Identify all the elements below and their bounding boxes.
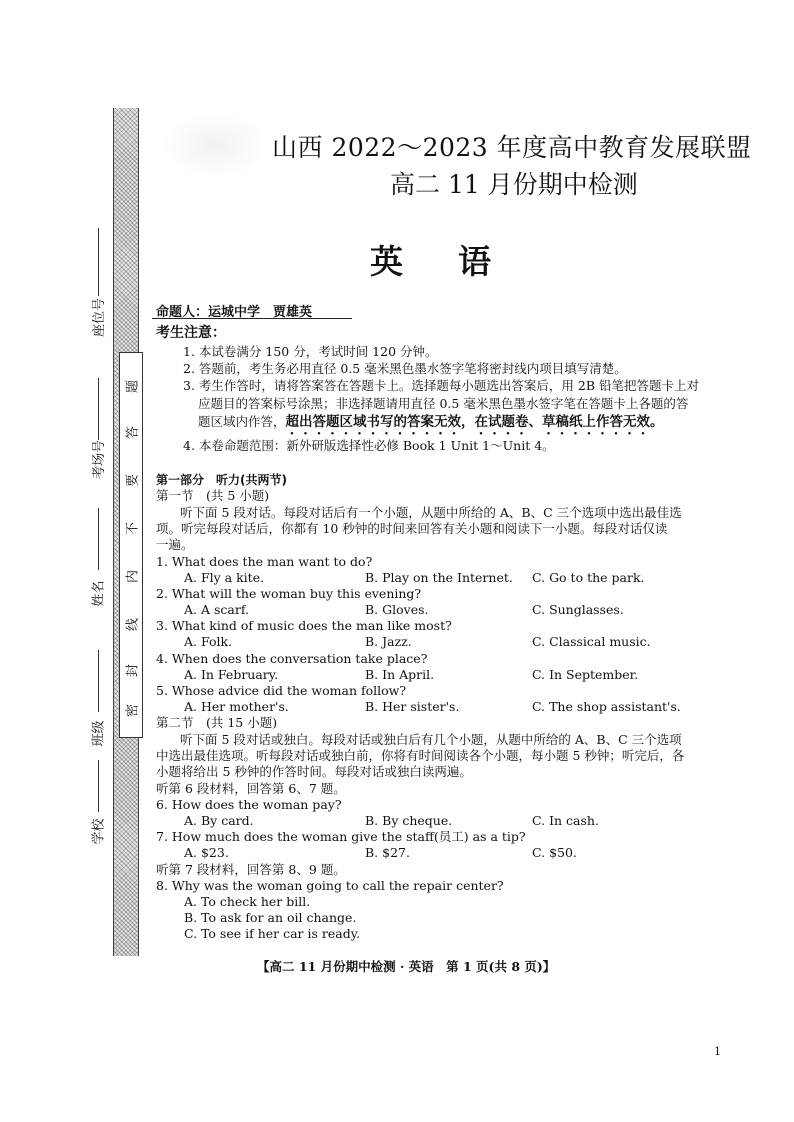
notes-title: 考生注意： xyxy=(156,325,226,341)
option-a: A. By card. xyxy=(184,813,254,828)
class-line xyxy=(98,650,99,712)
option-b: B. To ask for an oil change. xyxy=(184,910,357,925)
page-number: 1 xyxy=(714,1045,721,1058)
option-b: B. Jazz. xyxy=(365,634,412,649)
setter-underline xyxy=(152,318,352,319)
question-stem: 2. What will the woman buy this evening? xyxy=(156,586,422,601)
exam-room-label: 考场号 xyxy=(92,439,108,480)
note-warning: 超出答题区域书写的答案无效，在试题卷、草稿纸上作答无效。 xyxy=(285,414,664,430)
option-c: C. $50. xyxy=(532,845,577,860)
section1-title: 第一节 (共 5 小题) xyxy=(156,488,270,503)
option-b: B. $27. xyxy=(365,845,410,860)
option-b: B. Gloves. xyxy=(365,602,429,617)
section1-directions: 项。听完每段对话后，你都有 10 秒钟的时间来回答有关小题和阅读下一小题。每段对话仅读 xyxy=(156,521,668,536)
seat-number-line xyxy=(98,228,99,296)
seal-char: 题 xyxy=(125,380,141,394)
material-instruction: 听第 6 段材料，回答第 6、7 题。 xyxy=(156,781,346,796)
school-label: 学校 xyxy=(91,818,107,845)
section2-directions: 听下面 5 段对话或独白。每段对话或独白后有几个小题，从题中所给的 A、B、C 三个选项 xyxy=(180,732,682,747)
option-a: A. $23. xyxy=(184,845,229,860)
question-setter: 命题人：运城中学 贾雄英 xyxy=(156,305,313,320)
option-a: A. Fly a kite. xyxy=(184,570,265,585)
seal-line-box xyxy=(119,352,143,738)
option-b: B. In April. xyxy=(365,667,435,682)
class-label: 班级 xyxy=(91,720,107,747)
exam-title-line2: 高二 11 月份期中检测 xyxy=(390,170,638,199)
option-a: A. Folk. xyxy=(184,634,233,649)
part1-title: 第一部分 听力(共两节) xyxy=(156,473,287,487)
option-c: C. Sunglasses. xyxy=(532,602,624,617)
note-item: 4. 本卷命题范围：新外研版选择性必修 Book 1 Unit 1～Unit 4。 xyxy=(183,438,555,453)
exam-title-line1: 山西 2022～2023 年度高中教育发展联盟 xyxy=(272,133,752,162)
section2-directions: 中选出最佳选项。听每段对话或独白前，你将有时间阅读各个小题，每小题 5 秒钟；听完后，各 xyxy=(156,748,685,763)
exam-room-line xyxy=(98,378,99,440)
option-c: C. Go to the park. xyxy=(532,570,645,585)
seal-char: 密 xyxy=(125,704,141,718)
material-instruction: 听第 7 段材料，回答第 8、9 题。 xyxy=(156,862,346,877)
seal-char: 不 xyxy=(125,522,141,536)
option-a: A. A scarf. xyxy=(184,602,249,617)
question-stem: 3. What kind of music does the man like most? xyxy=(156,618,452,633)
subject-title: 英语 xyxy=(370,242,546,281)
option-c: C. Classical music. xyxy=(532,634,651,649)
seat-number-label: 座位号 xyxy=(92,297,108,338)
question-stem: 8. Why was the woman going to call the repair center? xyxy=(156,878,504,893)
option-b: B. Play on the Internet. xyxy=(365,570,513,585)
seal-char: 封 xyxy=(125,664,141,678)
section1-directions: 听下面 5 段对话。每段对话后有一个小题，从题中所给的 A、B、C 三个选项中选出最佳选 xyxy=(180,505,682,520)
page-footer: 【高二 11 月份期中检测 · 英语 第 1 页(共 8 页)】 xyxy=(257,959,556,974)
note-item-cont xyxy=(198,414,664,438)
note-item: 3. 考生作答时，请将答案答在答题卡上。选择题每小题选出答案后，用 2B 铅笔把答题卡上对 xyxy=(183,378,699,393)
scan-smudge xyxy=(160,110,270,180)
option-c: C. In cash. xyxy=(532,813,599,828)
note-item-cont-text: 题区域内作答， xyxy=(198,414,286,429)
school-line xyxy=(98,760,99,812)
seal-char: 内 xyxy=(125,570,141,584)
option-c: C. The shop assistant's. xyxy=(532,699,681,714)
name-line xyxy=(98,508,99,570)
name-label: 姓名 xyxy=(91,580,107,607)
question-stem: 5. Whose advice did the woman follow? xyxy=(156,683,407,698)
seal-char: 要 xyxy=(125,474,141,488)
note-item: 1. 本试卷满分 150 分，考试时间 120 分钟。 xyxy=(183,344,438,359)
option-a: A. In February. xyxy=(184,667,279,682)
section1-directions: 一遍。 xyxy=(156,537,194,552)
option-b: B. By cheque. xyxy=(365,813,453,828)
question-stem: 1. What does the man want to do? xyxy=(156,554,373,569)
option-a: A. To check her bill. xyxy=(184,894,311,909)
question-stem: 6. How does the woman pay? xyxy=(156,797,342,812)
section2-directions: 小题将给出 5 秒钟的作答时间。每段对话或独白读两遍。 xyxy=(156,764,472,779)
option-a: A. Her mother's. xyxy=(184,699,289,714)
option-c: C. In September. xyxy=(532,667,639,682)
note-item-cont: 应题目的答案标号涂黑；非选择题请用直径 0.5 毫米黑色墨水签字笔在答题卡上各题的答 xyxy=(198,396,689,411)
option-c: C. To see if her car is ready. xyxy=(184,926,361,941)
seal-char: 线 xyxy=(125,618,141,632)
seal-char: 答 xyxy=(125,426,141,440)
note-item: 2. 答题前，考生务必用直径 0.5 毫米黑色墨水签字笔将密封线内项目填写清楚。 xyxy=(183,361,627,376)
question-stem: 4. When does the conversation take place? xyxy=(156,651,428,666)
question-stem: 7. How much does the woman give the staff(员工) as a tip? xyxy=(156,829,526,844)
section2-title: 第二节 (共 15 小题) xyxy=(156,715,278,730)
option-b: B. Her sister's. xyxy=(365,699,460,714)
